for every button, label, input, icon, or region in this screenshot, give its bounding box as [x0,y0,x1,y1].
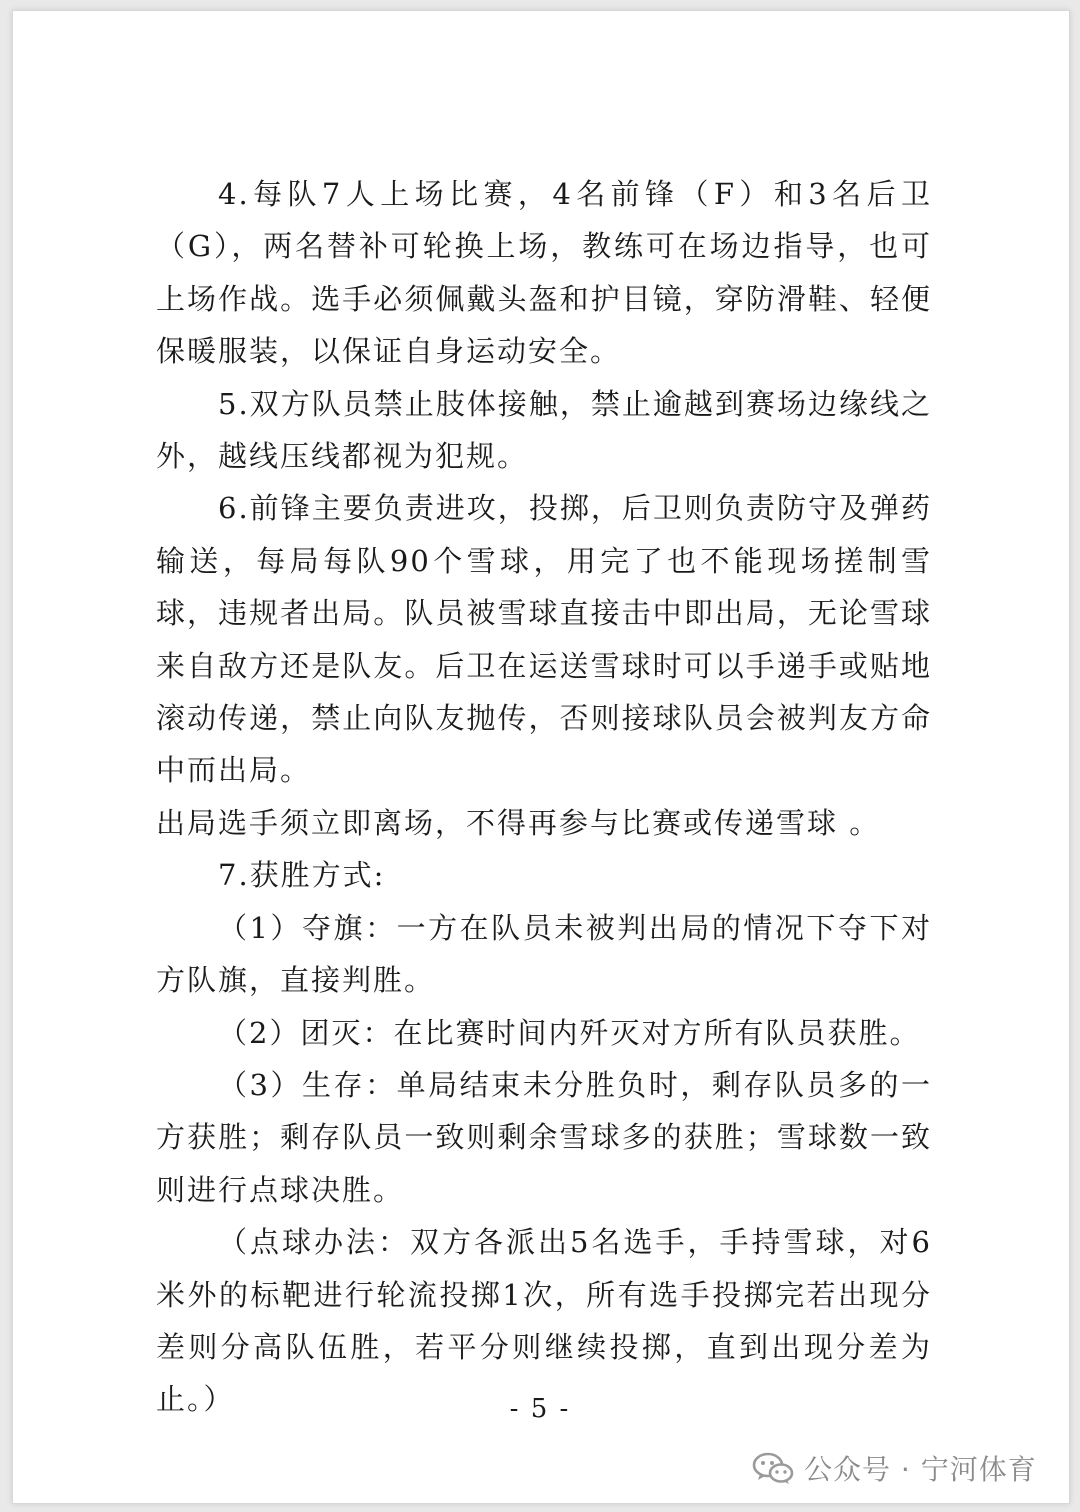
watermark-text: 公众号 · 宁河体育 [804,1453,1037,1486]
page-number: - 5 - [509,1394,571,1424]
paragraph-rule-4: 4.每队7人上场比赛，4名前锋（F）和3名后卫（G），两名替补可轮换上场，教练可在场边指导，也可上场作战。选手必须佩戴头盔和护目镜，穿防滑鞋、轻便保暖服装，以保证自身运动安全。 [156,177,932,369]
wechat-watermark [752,1448,1037,1488]
paragraph-win-capture-flag: （1）夺旗：一方在队员未被判出局的情况下夺下对方队旗，直接判胜。 [156,910,932,998]
wechat-icon [752,1451,794,1485]
paragraph-rule-7-heading: 7.获胜方式: [218,858,386,893]
document-body [156,168,932,1426]
paragraph-win-survival: （3）生存：单局结束未分胜负时，剩存队员多的一方获胜；剩存队员一致则剩余雪球多的获胜；雪球数一致则进行点球决胜。 [156,1067,932,1207]
paragraph-rule-5: 5.双方队员禁止肢体接触，禁止逾越到赛场边缘线之外，越线压线都视为犯规。 [156,386,932,474]
paragraph-win-elimination: （2）团灭：在比赛时间内歼灭对方所有队员获胜。 [218,1015,921,1050]
paragraph-rule-6: 6.前锋主要负责进攻，投掷，后卫则负责防守及弹药输送，每局每队90个雪球，用完了也不能现场搓制雪球，违规者出局。队员被雪球直接击中即出局，无论雪球来自敌方还是队友。后卫在运送雪球时可以手递手或贴地滚动传递，禁止向队友抛传，否则接球队员会被判友方命中而出局。 [156,491,932,788]
paragraph-penalty-method: （点球办法：双方各派出5名选手，手持雪球，对6米外的标靶进行轮流投掷1次，所有选手投掷完若出现分差则分高队伍胜，若平分则继续投掷，直到出现分差为止。） [156,1225,932,1417]
paragraph-elimination-note: 出局选手须立即离场，不得再参与比赛或传递雪球 。 [156,805,881,840]
